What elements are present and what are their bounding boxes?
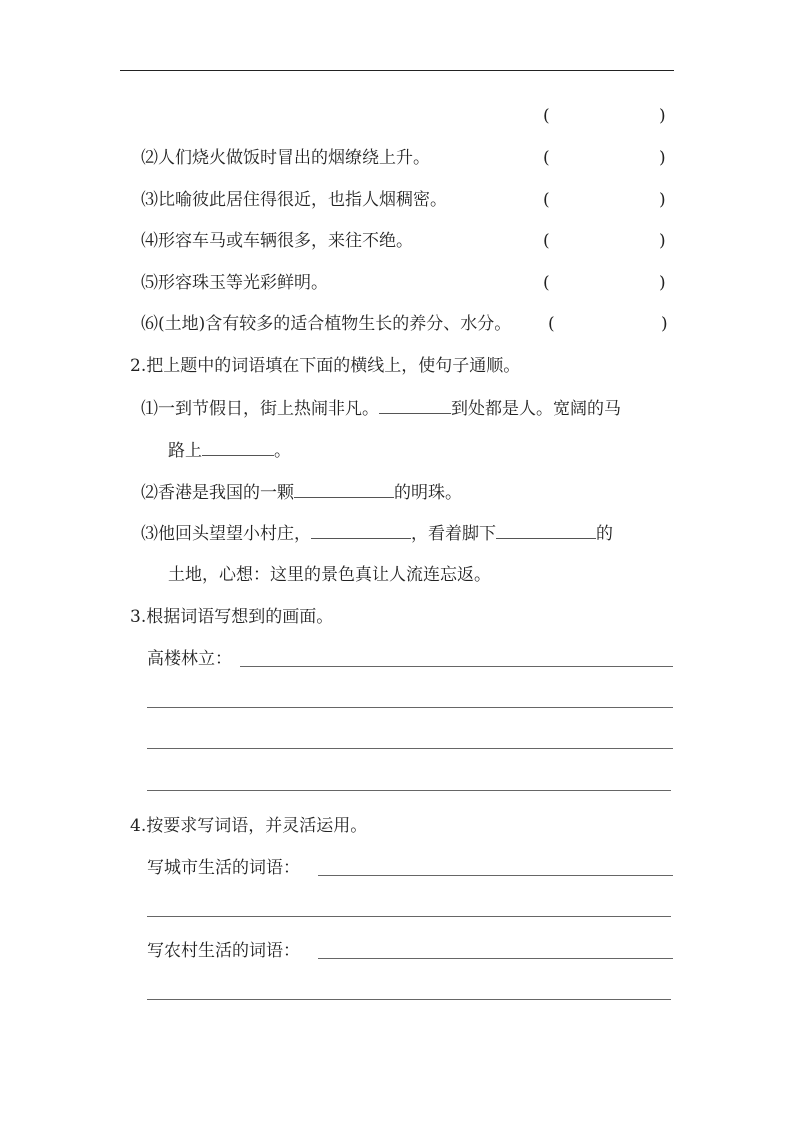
q2-s2-blank[interactable] [294, 481, 394, 498]
q1-item-6-text: ⑹(土地)含有较多的适合植物生长的养分、水分。 [141, 314, 512, 334]
q1-item-3-text: ⑶比喻彼此居住得很近，也指人烟稠密。 [141, 190, 447, 210]
q2-s3-blank-1[interactable] [311, 522, 411, 539]
q4-city-answer-line-2[interactable] [147, 916, 671, 917]
q2-s3-blank-2[interactable] [496, 522, 596, 539]
q3-label: 高楼林立： [147, 649, 232, 669]
q1-item-4-text: ⑷形容车马或车辆很多，来往不绝。 [141, 231, 413, 251]
q3-title: 3.根据词语写想到的画面。 [130, 607, 334, 627]
q2-title: 2.把上题中的词语填在下面的横线上，使句子通顺。 [130, 356, 521, 376]
q3-answer-line-4[interactable] [147, 790, 671, 791]
q3-answer-line-3[interactable] [147, 748, 673, 749]
q4-label-city: 写城市生活的词语： [147, 858, 300, 878]
q4-label-village: 写农村生活的词语： [147, 941, 300, 961]
q2-sentence-2: ⑵香港是我国的一颗 的明珠。 [141, 483, 462, 503]
q3-answer-line-1[interactable] [240, 666, 673, 667]
q4-village-answer-line-1[interactable] [318, 958, 673, 959]
q2-s1-blank-1[interactable] [379, 397, 451, 414]
q4-city-answer-line-1[interactable] [318, 875, 673, 876]
q2-sentence-3-cont: 土地，心想：这里的景色真让人流连忘返。 [168, 565, 491, 585]
q1-item-2-text: ⑵人们烧火做饭时冒出的烟缭绕上升。 [141, 148, 430, 168]
q4-title: 4.按要求写词语，并灵活运用。 [130, 816, 368, 836]
q2-sentence-1-cont: 路上 。 [168, 441, 291, 461]
q4-village-answer-line-2[interactable] [147, 999, 671, 1000]
q3-answer-line-2[interactable] [147, 707, 673, 708]
q2-s1-blank-2[interactable] [202, 439, 274, 456]
q2-sentence-1: ⑴一到节假日，街上热闹非凡。 到处都是人。宽阔的马 [141, 399, 621, 419]
header-rule [120, 70, 674, 71]
q1-item-5-text: ⑸形容珠玉等光彩鲜明。 [141, 273, 328, 293]
q2-sentence-3: ⑶他回头望望小村庄， ，看着脚下 的 [141, 524, 613, 544]
